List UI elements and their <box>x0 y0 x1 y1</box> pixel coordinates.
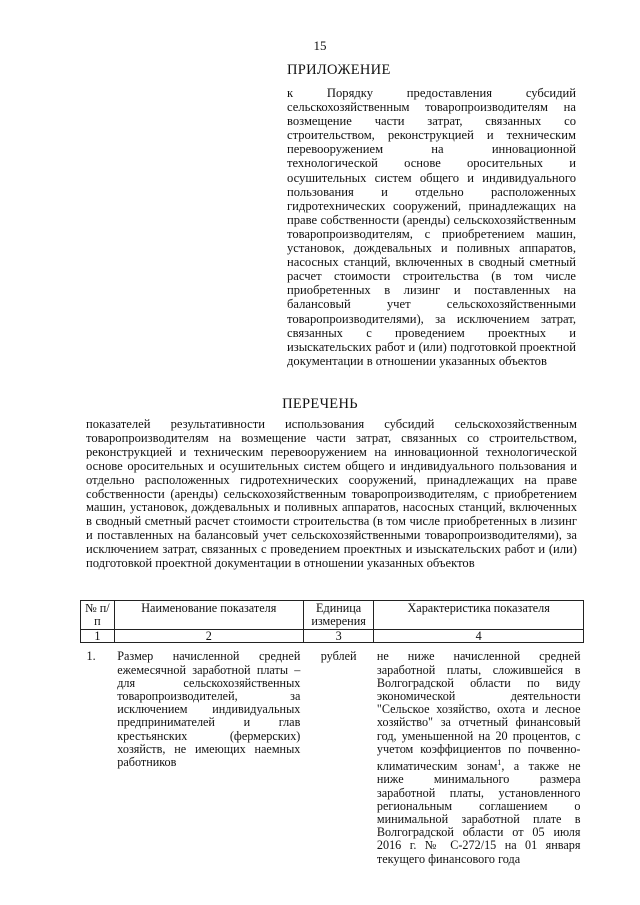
column-number: 4 <box>374 630 584 643</box>
page-number: 15 <box>313 38 327 53</box>
list-text: показателей результативности использования субсидий сельскохозяйственным товаропроизводителям на возмещение части затрат, связанных со строительством, реконструкцией и техническим перевооружением на инновационной технологической основе оросительных и осушительных систем общего и индивидуального пользования и отдельно расположенных гидротехнических сооружений, принадлежащих на праве собственности (аренды) сельскохозяйственным товаропроизводителям, с приобретением машин, установок, дождевальных и поливных аппаратов, насосных станций, включенных в сводный сметный расчет стоимости строительства (в том числе приобретенных в лизинг и поставленных на балансовый учет сельскохозяйственными товаропроизводителями), за исключением затрат, связанных с проведением проектных и изыскательских работ и (или) подготовкой проектной документации в отношении указанных объектов <box>86 417 577 571</box>
header-number: № п/п <box>81 601 115 630</box>
table-row <box>81 649 584 866</box>
row-unit: рублей <box>320 649 357 664</box>
indicators-table <box>80 600 584 867</box>
row-indicator-name: Размер начисленной средней ежемесячной заработной платы – для сельскохозяйственных товаропроизводителей, за исключением индивидуальных предпринимателей и глав крестьянских (фермерских) хозяйств, не имеющих наемных работников <box>117 649 301 770</box>
description-text: не ниже начисленной средней заработной платы, сложившейся в Волгоградской области по виду экономической деятельности "Сельское хозяйство, охота и лесное хозяйство" за отчетный финансовый год, уменьшенной на 20 процентов, с учетом коэффициентов по почвенно-климатическим зонам <box>376 649 581 774</box>
header-description: Характеристика показателя <box>374 601 584 630</box>
list-title: ПЕРЕЧЕНЬ <box>282 396 358 412</box>
row-number: 1. <box>86 649 96 664</box>
table-column-numbers-row <box>81 630 584 643</box>
column-number: 2 <box>114 630 303 643</box>
appendix-title: ПРИЛОЖЕНИЕ <box>287 62 391 78</box>
header-indicator-name: Наименование показателя <box>114 601 303 630</box>
column-number: 3 <box>303 630 374 643</box>
table-header-row <box>81 601 584 630</box>
column-number: 1 <box>81 630 115 643</box>
footnote-marker: 1 <box>497 758 502 768</box>
description-text-continued: , а также не ниже минимального размера заработной платы, установленного региональным соглашением о минимальной заработной плате в Волгоградской области от 05 июля 2016 г. № С-272/15 на 01 января текущего финансового года <box>376 759 581 866</box>
appendix-text: к Порядку предоставления субсидий сельскохозяйственным товаропроизводителям на возмещение части затрат, связанных со строительством, реконструкцией и техническим перевооружением на инновационной технологической основе оросительных и осушительных систем общего и индивидуального пользования и отдельно расположенных гидротехнических сооружений, принадлежащих на праве собственности (аренды) сельскохозяйственным товаропроизводителям, с приобретением машин, установок, дождевальных и поливных аппаратов, насосных станций, включенных в сводный сметный расчет стоимости строительства (в том числе приобретенных в лизинг и поставленных на балансовый учет сельскохозяйственными товаропроизводителями), за исключением затрат, связанных с проведением проектных и изыскательских работ и (или) подготовкой проектной документации в отношении указанных объектов <box>287 86 576 368</box>
header-unit: Единица измерения <box>303 601 374 630</box>
row-description <box>374 649 584 866</box>
